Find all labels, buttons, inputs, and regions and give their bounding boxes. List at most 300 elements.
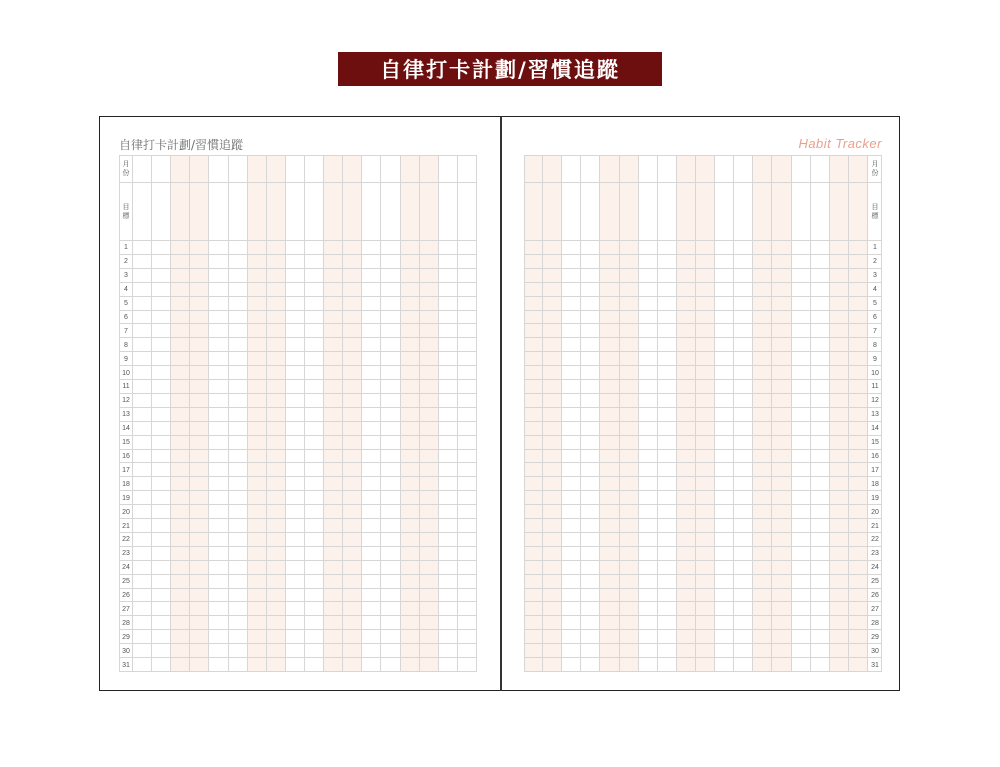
- tracker-cell[interactable]: [849, 658, 868, 672]
- tracker-cell[interactable]: [286, 533, 305, 547]
- month-cell[interactable]: [524, 155, 543, 183]
- tracker-cell[interactable]: [734, 297, 753, 311]
- tracker-cell[interactable]: [830, 255, 849, 269]
- tracker-cell[interactable]: [658, 297, 677, 311]
- tracker-cell[interactable]: [734, 422, 753, 436]
- goal-cell[interactable]: [381, 183, 400, 241]
- tracker-cell[interactable]: [362, 436, 381, 450]
- tracker-cell[interactable]: [658, 602, 677, 616]
- tracker-cell[interactable]: [171, 505, 190, 519]
- tracker-cell[interactable]: [305, 450, 324, 464]
- tracker-cell[interactable]: [286, 324, 305, 338]
- tracker-cell[interactable]: [458, 616, 477, 630]
- tracker-cell[interactable]: [248, 616, 267, 630]
- tracker-cell[interactable]: [753, 602, 772, 616]
- tracker-cell[interactable]: [401, 589, 420, 603]
- tracker-cell[interactable]: [677, 616, 696, 630]
- tracker-cell[interactable]: [381, 533, 400, 547]
- tracker-cell[interactable]: [133, 477, 152, 491]
- tracker-cell[interactable]: [190, 616, 209, 630]
- tracker-cell[interactable]: [362, 644, 381, 658]
- tracker-cell[interactable]: [811, 477, 830, 491]
- tracker-cell[interactable]: [543, 463, 562, 477]
- tracker-cell[interactable]: [677, 533, 696, 547]
- tracker-cell[interactable]: [458, 311, 477, 325]
- tracker-cell[interactable]: [620, 436, 639, 450]
- tracker-cell[interactable]: [696, 408, 715, 422]
- tracker-cell[interactable]: [658, 269, 677, 283]
- tracker-cell[interactable]: [324, 450, 343, 464]
- tracker-cell[interactable]: [209, 436, 228, 450]
- tracker-cell[interactable]: [849, 519, 868, 533]
- month-cell[interactable]: [343, 155, 362, 183]
- tracker-cell[interactable]: [190, 547, 209, 561]
- tracker-cell[interactable]: [458, 338, 477, 352]
- tracker-cell[interactable]: [543, 311, 562, 325]
- tracker-cell[interactable]: [811, 575, 830, 589]
- tracker-cell[interactable]: [772, 602, 791, 616]
- tracker-cell[interactable]: [658, 366, 677, 380]
- tracker-cell[interactable]: [696, 561, 715, 575]
- tracker-cell[interactable]: [830, 519, 849, 533]
- tracker-cell[interactable]: [362, 241, 381, 255]
- tracker-cell[interactable]: [524, 589, 543, 603]
- tracker-cell[interactable]: [600, 519, 619, 533]
- tracker-cell[interactable]: [830, 422, 849, 436]
- tracker-cell[interactable]: [753, 561, 772, 575]
- tracker-cell[interactable]: [734, 241, 753, 255]
- tracker-cell[interactable]: [209, 644, 228, 658]
- tracker-cell[interactable]: [639, 450, 658, 464]
- tracker-cell[interactable]: [152, 338, 171, 352]
- tracker-cell[interactable]: [439, 269, 458, 283]
- tracker-cell[interactable]: [715, 450, 734, 464]
- tracker-cell[interactable]: [324, 324, 343, 338]
- tracker-cell[interactable]: [600, 463, 619, 477]
- tracker-cell[interactable]: [171, 658, 190, 672]
- tracker-cell[interactable]: [581, 658, 600, 672]
- tracker-cell[interactable]: [677, 408, 696, 422]
- tracker-cell[interactable]: [458, 297, 477, 311]
- tracker-cell[interactable]: [343, 589, 362, 603]
- tracker-cell[interactable]: [439, 241, 458, 255]
- tracker-cell[interactable]: [324, 352, 343, 366]
- tracker-cell[interactable]: [267, 338, 286, 352]
- tracker-cell[interactable]: [152, 408, 171, 422]
- tracker-cell[interactable]: [190, 366, 209, 380]
- tracker-cell[interactable]: [362, 394, 381, 408]
- tracker-cell[interactable]: [343, 658, 362, 672]
- tracker-cell[interactable]: [458, 533, 477, 547]
- tracker-cell[interactable]: [734, 630, 753, 644]
- tracker-cell[interactable]: [830, 408, 849, 422]
- tracker-cell[interactable]: [420, 311, 439, 325]
- tracker-cell[interactable]: [343, 394, 362, 408]
- tracker-cell[interactable]: [600, 505, 619, 519]
- tracker-cell[interactable]: [524, 380, 543, 394]
- tracker-cell[interactable]: [753, 324, 772, 338]
- tracker-cell[interactable]: [420, 519, 439, 533]
- tracker-cell[interactable]: [248, 436, 267, 450]
- tracker-cell[interactable]: [133, 352, 152, 366]
- tracker-cell[interactable]: [658, 658, 677, 672]
- tracker-cell[interactable]: [171, 297, 190, 311]
- tracker-cell[interactable]: [286, 644, 305, 658]
- tracker-cell[interactable]: [190, 255, 209, 269]
- tracker-cell[interactable]: [792, 297, 811, 311]
- tracker-cell[interactable]: [439, 338, 458, 352]
- tracker-cell[interactable]: [849, 283, 868, 297]
- tracker-cell[interactable]: [362, 616, 381, 630]
- tracker-cell[interactable]: [715, 602, 734, 616]
- tracker-cell[interactable]: [696, 644, 715, 658]
- tracker-cell[interactable]: [581, 491, 600, 505]
- tracker-cell[interactable]: [658, 394, 677, 408]
- tracker-cell[interactable]: [229, 644, 248, 658]
- tracker-cell[interactable]: [458, 602, 477, 616]
- tracker-cell[interactable]: [305, 324, 324, 338]
- tracker-cell[interactable]: [305, 241, 324, 255]
- tracker-cell[interactable]: [343, 283, 362, 297]
- goal-cell[interactable]: [343, 183, 362, 241]
- goal-cell[interactable]: [401, 183, 420, 241]
- tracker-cell[interactable]: [753, 394, 772, 408]
- tracker-cell[interactable]: [620, 463, 639, 477]
- tracker-cell[interactable]: [267, 589, 286, 603]
- tracker-cell[interactable]: [811, 533, 830, 547]
- tracker-cell[interactable]: [305, 394, 324, 408]
- tracker-cell[interactable]: [581, 366, 600, 380]
- tracker-cell[interactable]: [209, 561, 228, 575]
- tracker-cell[interactable]: [562, 408, 581, 422]
- tracker-cell[interactable]: [133, 589, 152, 603]
- tracker-cell[interactable]: [772, 241, 791, 255]
- tracker-cell[interactable]: [381, 630, 400, 644]
- tracker-cell[interactable]: [639, 575, 658, 589]
- tracker-cell[interactable]: [620, 491, 639, 505]
- tracker-cell[interactable]: [811, 297, 830, 311]
- tracker-cell[interactable]: [362, 477, 381, 491]
- tracker-cell[interactable]: [543, 422, 562, 436]
- tracker-cell[interactable]: [362, 630, 381, 644]
- tracker-cell[interactable]: [677, 658, 696, 672]
- tracker-cell[interactable]: [190, 324, 209, 338]
- tracker-cell[interactable]: [439, 505, 458, 519]
- tracker-cell[interactable]: [658, 380, 677, 394]
- tracker-cell[interactable]: [439, 616, 458, 630]
- tracker-cell[interactable]: [811, 561, 830, 575]
- month-cell[interactable]: [305, 155, 324, 183]
- tracker-cell[interactable]: [543, 602, 562, 616]
- tracker-cell[interactable]: [543, 324, 562, 338]
- tracker-cell[interactable]: [248, 311, 267, 325]
- tracker-cell[interactable]: [343, 644, 362, 658]
- tracker-cell[interactable]: [152, 561, 171, 575]
- tracker-cell[interactable]: [581, 616, 600, 630]
- tracker-cell[interactable]: [458, 491, 477, 505]
- tracker-cell[interactable]: [381, 297, 400, 311]
- tracker-cell[interactable]: [620, 575, 639, 589]
- tracker-cell[interactable]: [562, 324, 581, 338]
- tracker-cell[interactable]: [420, 630, 439, 644]
- goal-cell[interactable]: [600, 183, 619, 241]
- tracker-cell[interactable]: [152, 575, 171, 589]
- tracker-cell[interactable]: [362, 366, 381, 380]
- tracker-cell[interactable]: [133, 575, 152, 589]
- tracker-cell[interactable]: [600, 477, 619, 491]
- tracker-cell[interactable]: [581, 352, 600, 366]
- tracker-cell[interactable]: [209, 477, 228, 491]
- tracker-cell[interactable]: [620, 269, 639, 283]
- tracker-cell[interactable]: [696, 602, 715, 616]
- tracker-cell[interactable]: [600, 616, 619, 630]
- tracker-cell[interactable]: [324, 630, 343, 644]
- tracker-cell[interactable]: [811, 644, 830, 658]
- tracker-cell[interactable]: [772, 269, 791, 283]
- tracker-cell[interactable]: [209, 366, 228, 380]
- tracker-cell[interactable]: [267, 297, 286, 311]
- tracker-cell[interactable]: [248, 283, 267, 297]
- month-cell[interactable]: [152, 155, 171, 183]
- tracker-cell[interactable]: [458, 324, 477, 338]
- tracker-cell[interactable]: [715, 352, 734, 366]
- tracker-cell[interactable]: [248, 477, 267, 491]
- tracker-cell[interactable]: [420, 575, 439, 589]
- tracker-cell[interactable]: [715, 630, 734, 644]
- month-cell[interactable]: [324, 155, 343, 183]
- tracker-cell[interactable]: [401, 436, 420, 450]
- tracker-cell[interactable]: [381, 450, 400, 464]
- tracker-cell[interactable]: [229, 589, 248, 603]
- tracker-cell[interactable]: [620, 519, 639, 533]
- tracker-cell[interactable]: [849, 422, 868, 436]
- tracker-cell[interactable]: [381, 491, 400, 505]
- tracker-cell[interactable]: [620, 283, 639, 297]
- tracker-cell[interactable]: [305, 283, 324, 297]
- tracker-cell[interactable]: [849, 505, 868, 519]
- tracker-cell[interactable]: [772, 324, 791, 338]
- tracker-cell[interactable]: [420, 297, 439, 311]
- tracker-cell[interactable]: [267, 380, 286, 394]
- tracker-cell[interactable]: [849, 644, 868, 658]
- tracker-cell[interactable]: [696, 547, 715, 561]
- tracker-cell[interactable]: [715, 519, 734, 533]
- tracker-cell[interactable]: [305, 630, 324, 644]
- tracker-cell[interactable]: [849, 324, 868, 338]
- tracker-cell[interactable]: [543, 352, 562, 366]
- tracker-cell[interactable]: [152, 324, 171, 338]
- tracker-cell[interactable]: [677, 589, 696, 603]
- tracker-cell[interactable]: [543, 533, 562, 547]
- tracker-cell[interactable]: [248, 575, 267, 589]
- tracker-cell[interactable]: [439, 533, 458, 547]
- tracker-cell[interactable]: [401, 561, 420, 575]
- tracker-cell[interactable]: [543, 241, 562, 255]
- tracker-cell[interactable]: [772, 477, 791, 491]
- tracker-cell[interactable]: [401, 477, 420, 491]
- tracker-cell[interactable]: [458, 422, 477, 436]
- tracker-cell[interactable]: [620, 533, 639, 547]
- tracker-cell[interactable]: [849, 394, 868, 408]
- tracker-cell[interactable]: [524, 533, 543, 547]
- tracker-cell[interactable]: [677, 366, 696, 380]
- month-cell[interactable]: [362, 155, 381, 183]
- tracker-cell[interactable]: [696, 630, 715, 644]
- tracker-cell[interactable]: [458, 255, 477, 269]
- tracker-cell[interactable]: [830, 491, 849, 505]
- tracker-cell[interactable]: [420, 255, 439, 269]
- tracker-cell[interactable]: [639, 463, 658, 477]
- tracker-cell[interactable]: [362, 547, 381, 561]
- tracker-cell[interactable]: [543, 589, 562, 603]
- tracker-cell[interactable]: [581, 311, 600, 325]
- tracker-cell[interactable]: [849, 561, 868, 575]
- month-cell[interactable]: [209, 155, 228, 183]
- tracker-cell[interactable]: [458, 644, 477, 658]
- tracker-cell[interactable]: [248, 338, 267, 352]
- tracker-cell[interactable]: [229, 658, 248, 672]
- tracker-cell[interactable]: [229, 241, 248, 255]
- tracker-cell[interactable]: [753, 380, 772, 394]
- tracker-cell[interactable]: [524, 241, 543, 255]
- tracker-cell[interactable]: [343, 408, 362, 422]
- tracker-cell[interactable]: [772, 422, 791, 436]
- tracker-cell[interactable]: [811, 630, 830, 644]
- tracker-cell[interactable]: [581, 283, 600, 297]
- tracker-cell[interactable]: [343, 436, 362, 450]
- tracker-cell[interactable]: [381, 547, 400, 561]
- tracker-cell[interactable]: [458, 519, 477, 533]
- tracker-cell[interactable]: [677, 644, 696, 658]
- tracker-cell[interactable]: [753, 436, 772, 450]
- tracker-cell[interactable]: [133, 658, 152, 672]
- tracker-cell[interactable]: [133, 519, 152, 533]
- tracker-cell[interactable]: [753, 491, 772, 505]
- tracker-cell[interactable]: [362, 283, 381, 297]
- tracker-cell[interactable]: [620, 324, 639, 338]
- tracker-cell[interactable]: [753, 338, 772, 352]
- tracker-cell[interactable]: [524, 352, 543, 366]
- tracker-cell[interactable]: [849, 477, 868, 491]
- tracker-cell[interactable]: [792, 352, 811, 366]
- tracker-cell[interactable]: [209, 602, 228, 616]
- tracker-cell[interactable]: [229, 533, 248, 547]
- tracker-cell[interactable]: [772, 352, 791, 366]
- tracker-cell[interactable]: [849, 338, 868, 352]
- tracker-cell[interactable]: [524, 450, 543, 464]
- tracker-cell[interactable]: [439, 463, 458, 477]
- tracker-cell[interactable]: [811, 519, 830, 533]
- tracker-cell[interactable]: [811, 602, 830, 616]
- tracker-cell[interactable]: [401, 352, 420, 366]
- tracker-cell[interactable]: [133, 338, 152, 352]
- tracker-cell[interactable]: [639, 644, 658, 658]
- goal-cell[interactable]: [524, 183, 543, 241]
- tracker-cell[interactable]: [696, 519, 715, 533]
- tracker-cell[interactable]: [305, 658, 324, 672]
- tracker-cell[interactable]: [677, 547, 696, 561]
- tracker-cell[interactable]: [830, 352, 849, 366]
- tracker-cell[interactable]: [658, 491, 677, 505]
- tracker-cell[interactable]: [229, 269, 248, 283]
- tracker-cell[interactable]: [792, 575, 811, 589]
- tracker-cell[interactable]: [658, 589, 677, 603]
- tracker-cell[interactable]: [696, 533, 715, 547]
- tracker-cell[interactable]: [524, 422, 543, 436]
- tracker-cell[interactable]: [849, 463, 868, 477]
- tracker-cell[interactable]: [190, 436, 209, 450]
- month-cell[interactable]: [248, 155, 267, 183]
- tracker-cell[interactable]: [267, 630, 286, 644]
- tracker-cell[interactable]: [772, 505, 791, 519]
- tracker-cell[interactable]: [600, 491, 619, 505]
- tracker-cell[interactable]: [753, 463, 772, 477]
- month-cell[interactable]: [420, 155, 439, 183]
- tracker-cell[interactable]: [171, 241, 190, 255]
- tracker-cell[interactable]: [753, 255, 772, 269]
- tracker-cell[interactable]: [792, 505, 811, 519]
- tracker-cell[interactable]: [286, 589, 305, 603]
- tracker-cell[interactable]: [677, 463, 696, 477]
- tracker-cell[interactable]: [677, 505, 696, 519]
- month-cell[interactable]: [381, 155, 400, 183]
- tracker-cell[interactable]: [600, 366, 619, 380]
- tracker-cell[interactable]: [362, 491, 381, 505]
- tracker-cell[interactable]: [562, 644, 581, 658]
- goal-cell[interactable]: [581, 183, 600, 241]
- tracker-cell[interactable]: [362, 269, 381, 283]
- tracker-cell[interactable]: [362, 422, 381, 436]
- tracker-cell[interactable]: [420, 491, 439, 505]
- tracker-cell[interactable]: [343, 324, 362, 338]
- tracker-cell[interactable]: [600, 436, 619, 450]
- tracker-cell[interactable]: [715, 255, 734, 269]
- tracker-cell[interactable]: [849, 589, 868, 603]
- tracker-cell[interactable]: [696, 338, 715, 352]
- tracker-cell[interactable]: [267, 477, 286, 491]
- tracker-cell[interactable]: [658, 338, 677, 352]
- tracker-cell[interactable]: [286, 547, 305, 561]
- tracker-cell[interactable]: [267, 324, 286, 338]
- tracker-cell[interactable]: [734, 505, 753, 519]
- tracker-cell[interactable]: [620, 422, 639, 436]
- tracker-cell[interactable]: [830, 436, 849, 450]
- tracker-cell[interactable]: [267, 505, 286, 519]
- tracker-cell[interactable]: [420, 658, 439, 672]
- tracker-cell[interactable]: [620, 338, 639, 352]
- tracker-cell[interactable]: [620, 616, 639, 630]
- tracker-cell[interactable]: [849, 616, 868, 630]
- tracker-cell[interactable]: [677, 519, 696, 533]
- tracker-cell[interactable]: [581, 477, 600, 491]
- tracker-cell[interactable]: [305, 519, 324, 533]
- tracker-cell[interactable]: [696, 297, 715, 311]
- month-cell[interactable]: [190, 155, 209, 183]
- tracker-cell[interactable]: [229, 255, 248, 269]
- tracker-cell[interactable]: [600, 450, 619, 464]
- month-cell[interactable]: [543, 155, 562, 183]
- tracker-cell[interactable]: [639, 477, 658, 491]
- tracker-cell[interactable]: [401, 255, 420, 269]
- tracker-cell[interactable]: [381, 255, 400, 269]
- tracker-cell[interactable]: [267, 533, 286, 547]
- tracker-cell[interactable]: [734, 394, 753, 408]
- tracker-cell[interactable]: [600, 241, 619, 255]
- tracker-cell[interactable]: [696, 575, 715, 589]
- tracker-cell[interactable]: [811, 394, 830, 408]
- tracker-cell[interactable]: [171, 519, 190, 533]
- tracker-cell[interactable]: [830, 463, 849, 477]
